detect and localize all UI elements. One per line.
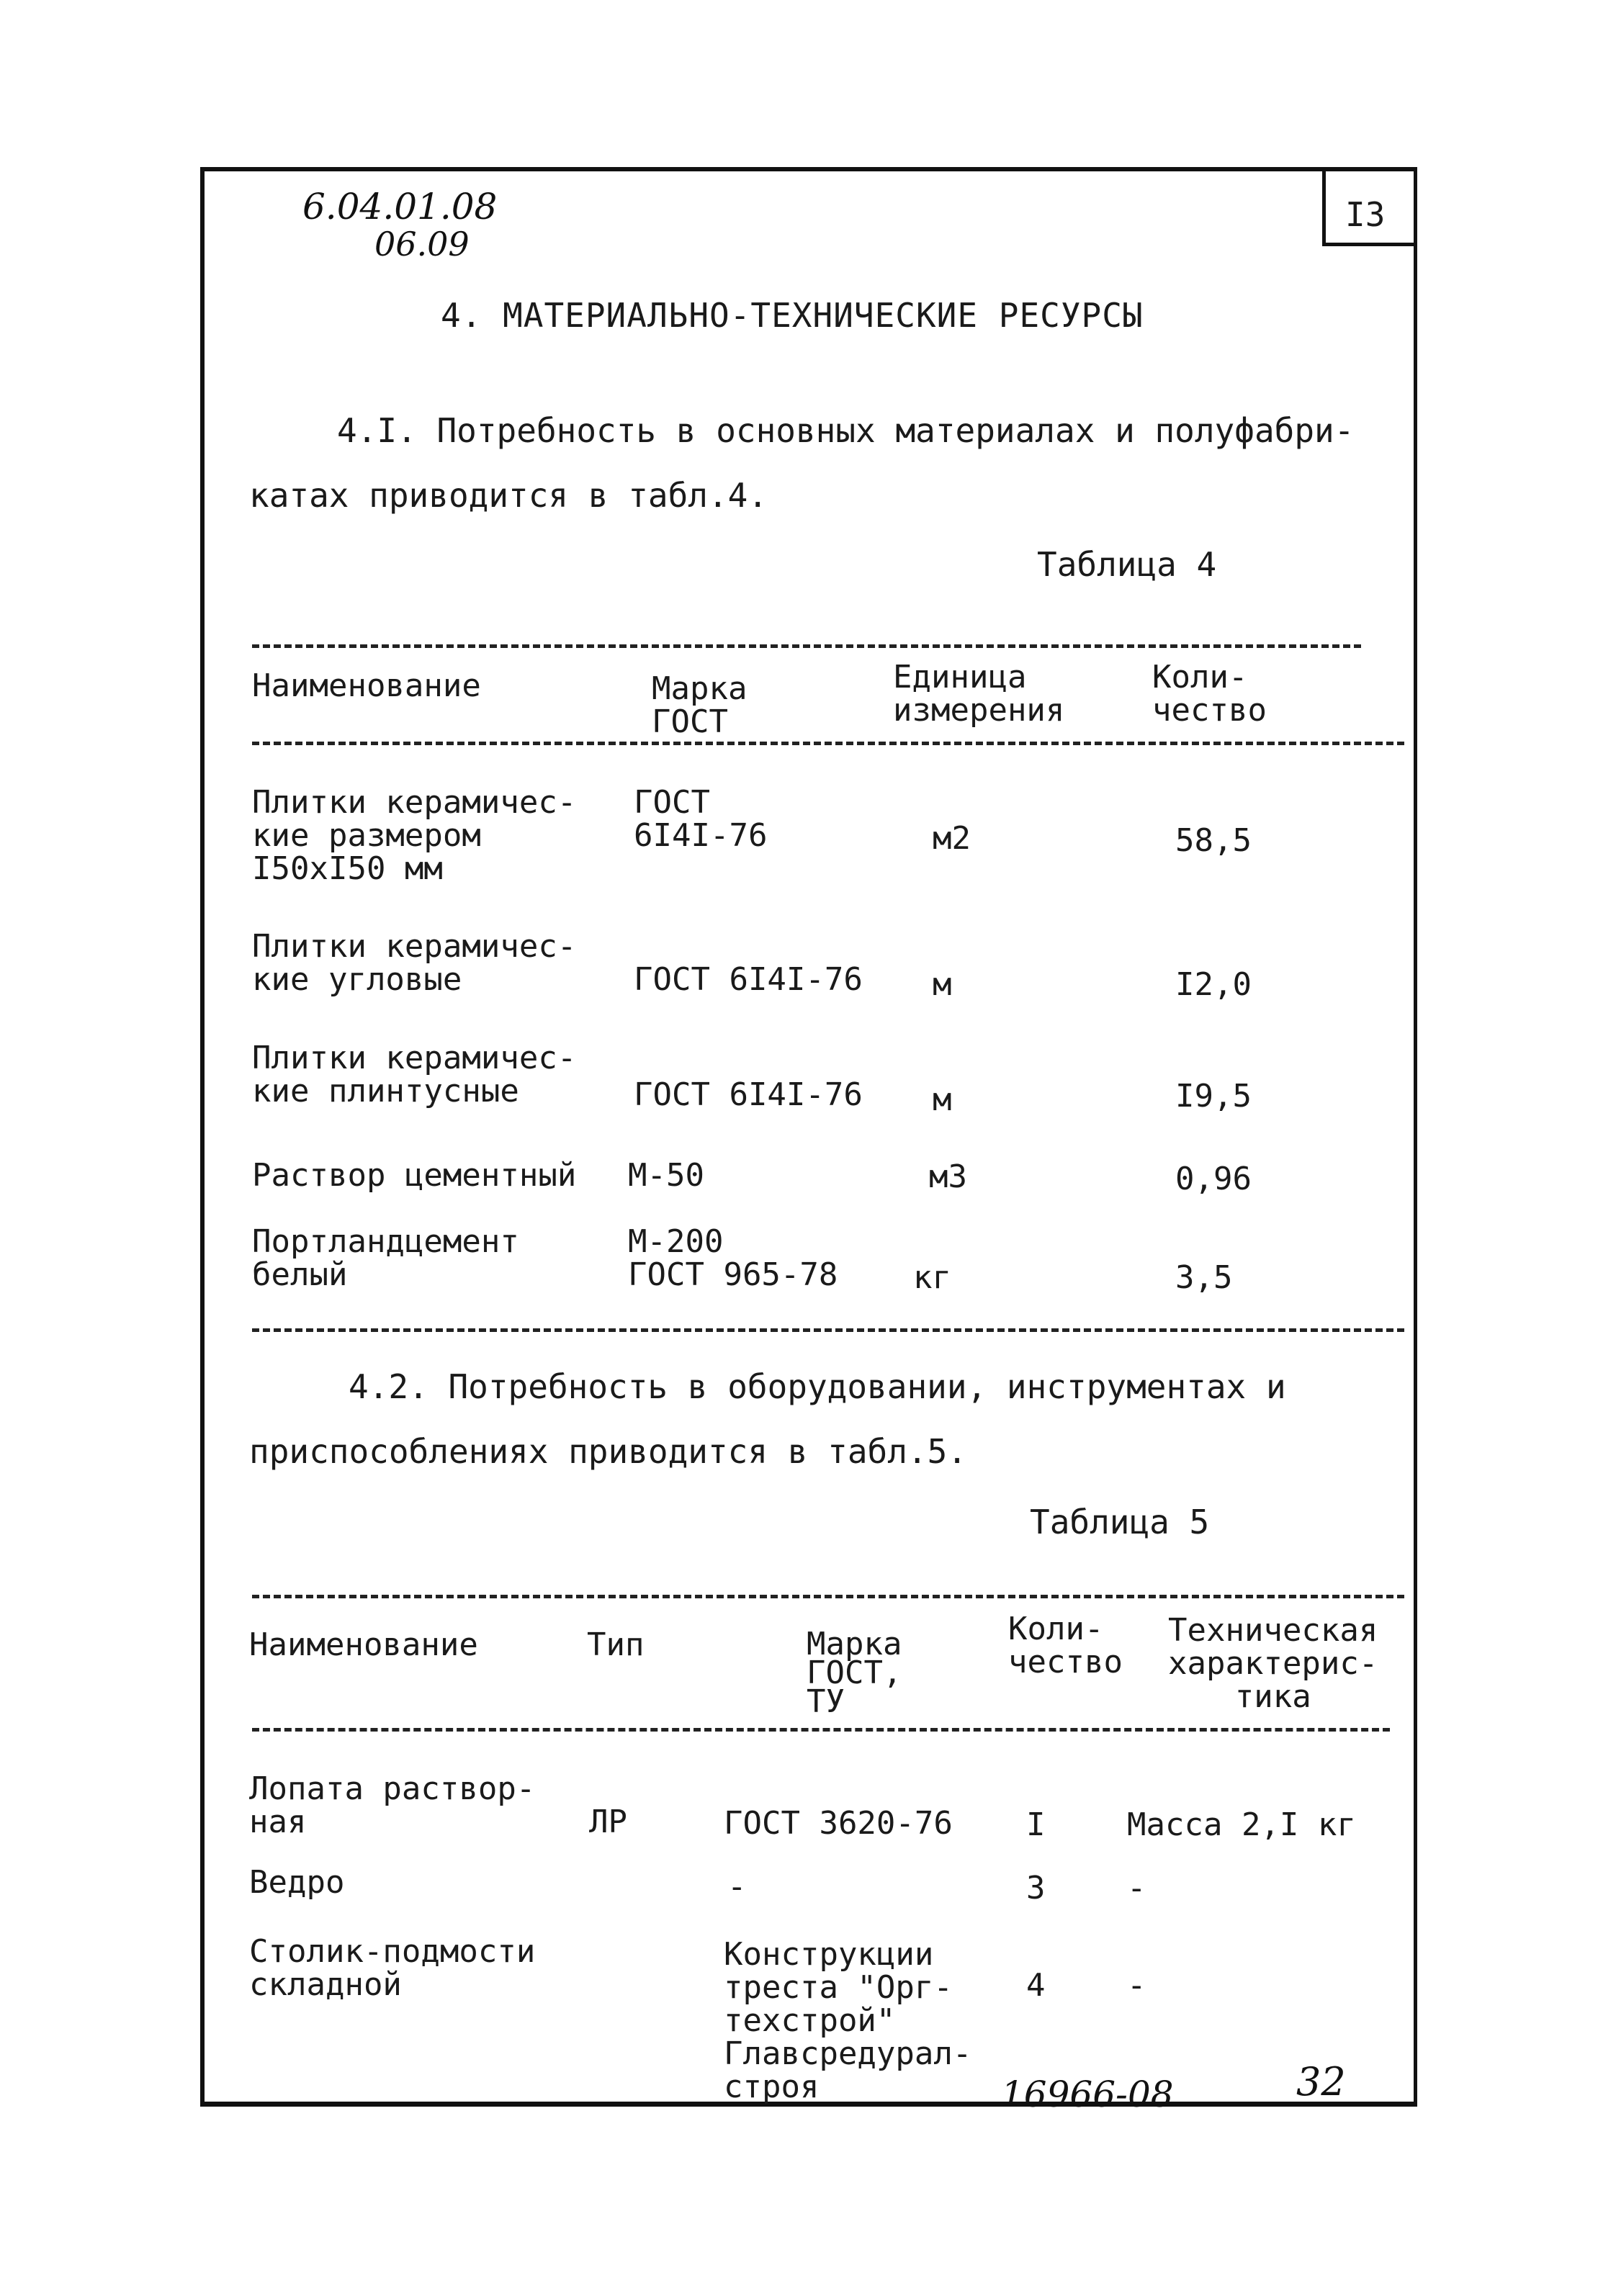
table4-row1-mark: ГОСТ 6I4I-76 <box>634 784 768 854</box>
footer-handwritten-code: 16966-08 <box>1001 2074 1174 2115</box>
handwritten-code-line1: 6.04.01.08 <box>302 186 498 228</box>
table5-row1-mark: ГОСТ 3620-76 <box>724 1805 953 1842</box>
table5-row3-spec: - <box>1127 1967 1146 2004</box>
page-number: I3 <box>1345 195 1386 234</box>
table5-header-name: Наименование <box>249 1626 478 1663</box>
table5-row2-spec: - <box>1127 1870 1146 1906</box>
table4-row1-unit: м2 <box>933 820 971 857</box>
paragraph-4-2-line2: приспособлениях приводится в табл.5. <box>249 1432 967 1471</box>
table5-row2-qty: 3 <box>1026 1870 1046 1906</box>
table4-row2-mark: ГОСТ 6I4I-76 <box>634 961 863 998</box>
table4-row5-mark: М-200 ГОСТ 965-78 <box>628 1223 838 1293</box>
paragraph-4-1-line2: катах приводится в табл.4. <box>249 476 768 515</box>
table4-top-rule <box>252 644 1361 648</box>
table4-row2-qty: I2,0 <box>1175 966 1252 1003</box>
table4-row3-name: Плитки керамичес- кие плинтусные <box>252 1040 577 1109</box>
table4-row2-name: Плитки керамичес- кие угловые <box>252 928 577 998</box>
table4-row3-mark: ГОСТ 6I4I-76 <box>634 1076 863 1113</box>
table5-row1-qty: I <box>1026 1806 1046 1843</box>
table4-row4-qty: 0,96 <box>1175 1161 1252 1197</box>
table4-header-qty: Коли- чество <box>1152 659 1267 729</box>
table4-bottom-rule <box>252 1328 1404 1332</box>
table4-row1-name: Плитки керамичес- кие размером I50xI50 мм <box>252 784 577 887</box>
table5-row1-name: Лопата раствор- ная <box>249 1770 536 1840</box>
table5-header-spec: Техническая характерис- тика <box>1168 1612 1378 1715</box>
table5-row2-mark: - <box>727 1868 747 1905</box>
table4-row3-unit: м <box>933 1081 952 1118</box>
handwritten-code-line2: 06.09 <box>374 225 470 264</box>
table5-caption: Таблица 5 <box>1030 1503 1210 1541</box>
table4-row5-name: Портландцемент белый <box>252 1223 519 1293</box>
table4-row4-name: Раствор цементный <box>252 1157 577 1194</box>
table4-row5-qty: 3,5 <box>1175 1259 1233 1296</box>
table5-header-mark: Марка ГОСТ, ТУ <box>807 1626 902 1720</box>
table5-row3-name: Столик-подмости складной <box>249 1933 536 2003</box>
table4-header-rule <box>252 742 1404 745</box>
table5-header-qty: Коли- чество <box>1008 1611 1123 1680</box>
table4-row5-unit: кг <box>913 1259 951 1296</box>
section-title: 4. МАТЕРИАЛЬНО-ТЕХНИЧЕСКИЕ РЕСУРСЫ <box>441 296 1144 335</box>
table4-header-mark: Марка ГОСТ <box>652 670 748 740</box>
table5-row3-qty: 4 <box>1026 1967 1046 2004</box>
paragraph-4-1-line1: 4.I. Потребность в основных материалах и полуфабри- <box>337 411 1355 450</box>
table5-row2-name: Ведро <box>249 1864 345 1901</box>
table4-caption: Таблица 4 <box>1037 545 1217 584</box>
table4-row4-mark: М-50 <box>628 1157 704 1194</box>
table4-row2-unit: м <box>933 966 952 1003</box>
footer-handwritten-page: 32 <box>1296 2059 1346 2104</box>
table5-row3-mark: Конструкции треста "Орг- техстрой" Главсредурал- строя <box>724 1936 972 2105</box>
table4-row1-qty: 58,5 <box>1175 822 1252 859</box>
table4-header-unit: Единица измерения <box>893 659 1065 729</box>
table5-header-type: Тип <box>587 1626 645 1663</box>
table5-top-rule <box>252 1595 1404 1598</box>
table5-header-rule <box>252 1728 1390 1732</box>
table5-row1-spec: Масса 2,I кг <box>1127 1806 1356 1843</box>
paragraph-4-2-line1: 4.2. Потребность в оборудовании, инструментах и <box>349 1367 1286 1406</box>
table4-row3-qty: I9,5 <box>1175 1078 1252 1115</box>
table4-header-name: Наименование <box>252 667 481 704</box>
table4-row4-unit: м3 <box>929 1158 967 1195</box>
table5-row1-type: ЛР <box>589 1804 627 1840</box>
